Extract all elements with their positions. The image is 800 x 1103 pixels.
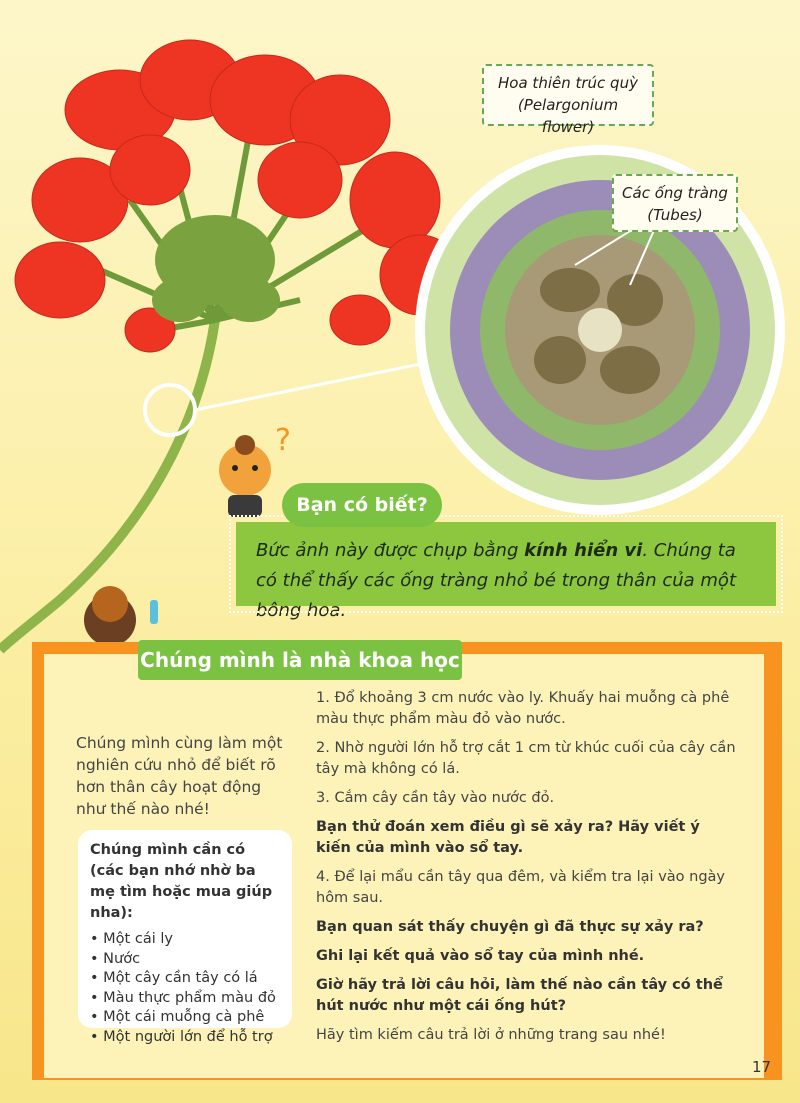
- step-question: Bạn quan sát thấy chuyện gì đã thực sự xảy ra?: [316, 919, 704, 935]
- materials-item: • Một người lớn để hỗ trợ: [90, 1028, 280, 1048]
- step-text: Hãy tìm kiếm câu trả lời ở những trang sau nhé!: [316, 1027, 666, 1043]
- tubes-callout: [612, 174, 738, 232]
- svg-text:?: ?: [275, 423, 291, 458]
- did-you-know-box: [236, 522, 776, 621]
- materials-item: • Một cái ly: [90, 930, 280, 950]
- step-question: Giờ hãy trả lời câu hỏi, làm thế nào cần tây có thể hút nước như một cái ống hút?: [316, 977, 723, 1014]
- flower-callout: [482, 64, 654, 136]
- activity-intro: Chúng mình cùng làm một nghiên cứu nhỏ để biết rõ hơn thân cây hoạt động như thế nào nhé!: [76, 734, 283, 818]
- tubes-callout-vi: Các ống tràng: [622, 184, 728, 202]
- materials-title: Chúng mình cần có (các bạn nhớ nhờ ba mẹ tìm hoặc mua giúp nha):: [90, 842, 273, 921]
- step-question: Ghi lại kết quả vào sổ tay của mình nhé.: [316, 948, 645, 964]
- tubes-callout-en: (Tubes): [647, 206, 703, 224]
- step-question: Bạn thử đoán xem điều gì sẽ xảy ra? Hãy viết ý kiến của mình vào sổ tay.: [316, 819, 700, 856]
- flower-callout-text: Hoa thiên trúc quỳ (Pelargonium flower): [498, 74, 638, 136]
- step-text: 4. Để lại mẩu cần tây qua đêm, và kiểm tra lại vào ngày hôm sau.: [316, 869, 726, 906]
- materials-item: • Nước: [90, 950, 280, 970]
- dyk-text-before: Bức ảnh này được chụp bằng: [256, 540, 525, 561]
- step-text: 3. Cắm cây cần tây vào nước đỏ.: [316, 790, 555, 806]
- materials-box: [78, 830, 292, 1045]
- activity-title: Chúng mình là nhà khoa học: [138, 640, 462, 680]
- materials-item: • Một cây cần tây có lá: [90, 969, 280, 989]
- materials-item: • Một cái muỗng cà phê: [90, 1008, 280, 1028]
- page-number: 17: [752, 1058, 772, 1076]
- step-text: 2. Nhờ người lớn hỗ trợ cắt 1 cm từ khúc cuối của cây cần tây mà không có lá.: [316, 740, 736, 777]
- materials-list: [90, 930, 280, 1047]
- dyk-text-after: . Chúng ta có thể thấy các ống tràng nhỏ bé trong thân của một bông hoa.: [256, 540, 737, 621]
- activity-steps: [316, 688, 736, 1054]
- did-you-know-title: Bạn có biết?: [282, 483, 442, 527]
- dyk-text-bold: kính hiển vi: [524, 540, 643, 561]
- step-text: 1. Đổ khoảng 3 cm nước vào ly. Khuấy hai muỗng cà phê màu thực phẩm màu đỏ vào nước.: [316, 690, 730, 727]
- materials-item: • Màu thực phẩm màu đỏ: [90, 989, 280, 1009]
